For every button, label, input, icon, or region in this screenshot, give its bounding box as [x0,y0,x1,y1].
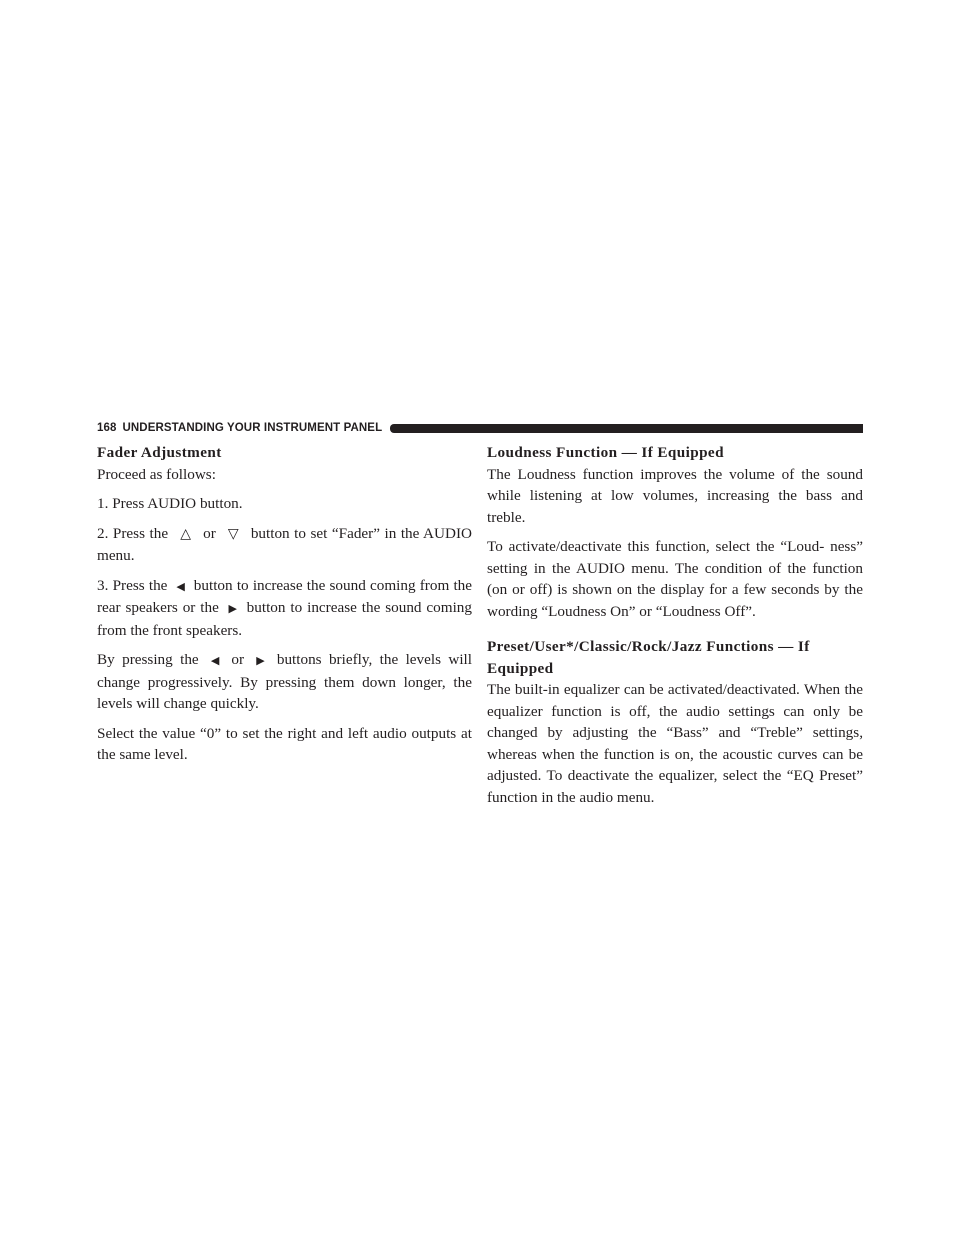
para-text-a: By pressing the [97,651,207,668]
loudness-heading: Loudness Function — If Equipped [487,444,724,461]
step3-text-b: button to increase the sound coming from the rear speakers or the [97,576,473,616]
step2-text-b: button to set “Fader” in the AUDIO menu. [97,524,472,564]
fader-final-paragraph: Select the value “0” to set the right and left audio outputs at the same level. [97,724,472,763]
step3-text-c: button to increase the sound coming from the front speakers. [97,599,472,639]
para-text-b: buttons briefly, the levels will change progressively. By pressing them down longer, the levels will change quickly. [97,651,472,712]
up-triangle-outline-icon: △ [180,525,191,542]
para-or: or [224,651,252,668]
section-title: UNDERSTANDING YOUR INSTRUMENT PANEL [122,422,383,434]
right-column [487,442,863,816]
fader-step-1: 1. Press AUDIO button. [97,495,243,512]
right-arrow-solid-icon: ▶ [256,654,265,667]
fader-step-2 [97,523,472,567]
step2-or: or [198,524,221,542]
left-arrow-solid-icon: ◀ [176,579,185,593]
step2-text-a: 2. Press the [97,524,173,542]
page-header [97,420,863,436]
left-arrow-solid-icon: ◀ [210,654,220,667]
fader-intro: Proceed as follows: [97,465,216,483]
fader-press-paragraph [97,649,472,715]
right-arrow-solid-icon: ▶ [228,602,237,615]
header-rule [390,424,863,433]
loudness-paragraph-2: To activate/deactivate this function, select the “Loud- ness” setting in the AUDIO menu. The condition of the function (on or off) is shown on the display for a few seconds by the wording “Loudness On” or “Loudness Off”. [487,538,863,620]
preset-heading: Preset/User*/Classic/Rock/Jazz Functions — If Equipped [487,638,810,677]
page-number: 168 [97,422,117,434]
down-triangle-outline-icon: ▽ [227,525,239,542]
loudness-paragraph-1: The Loudness function improves the volume of the sound while listening at low volumes, increasing the bass and treble. [487,465,863,526]
left-column [97,442,472,774]
fader-heading: Fader Adjustment [97,444,222,461]
fader-step-3 [97,575,472,642]
step3-text-a: 3. Press the [97,576,172,594]
preset-paragraph: The built-in equalizer can be activated/deactivated. When the equalizer function is off, the audio settings can only be changed by adjusting the “Bass” and “Treble” settings, whereas when the function is on, the acoustic curves can be adjusted. To deactivate the equalizer, select the “EQ Preset” function in the audio menu. [487,681,863,806]
